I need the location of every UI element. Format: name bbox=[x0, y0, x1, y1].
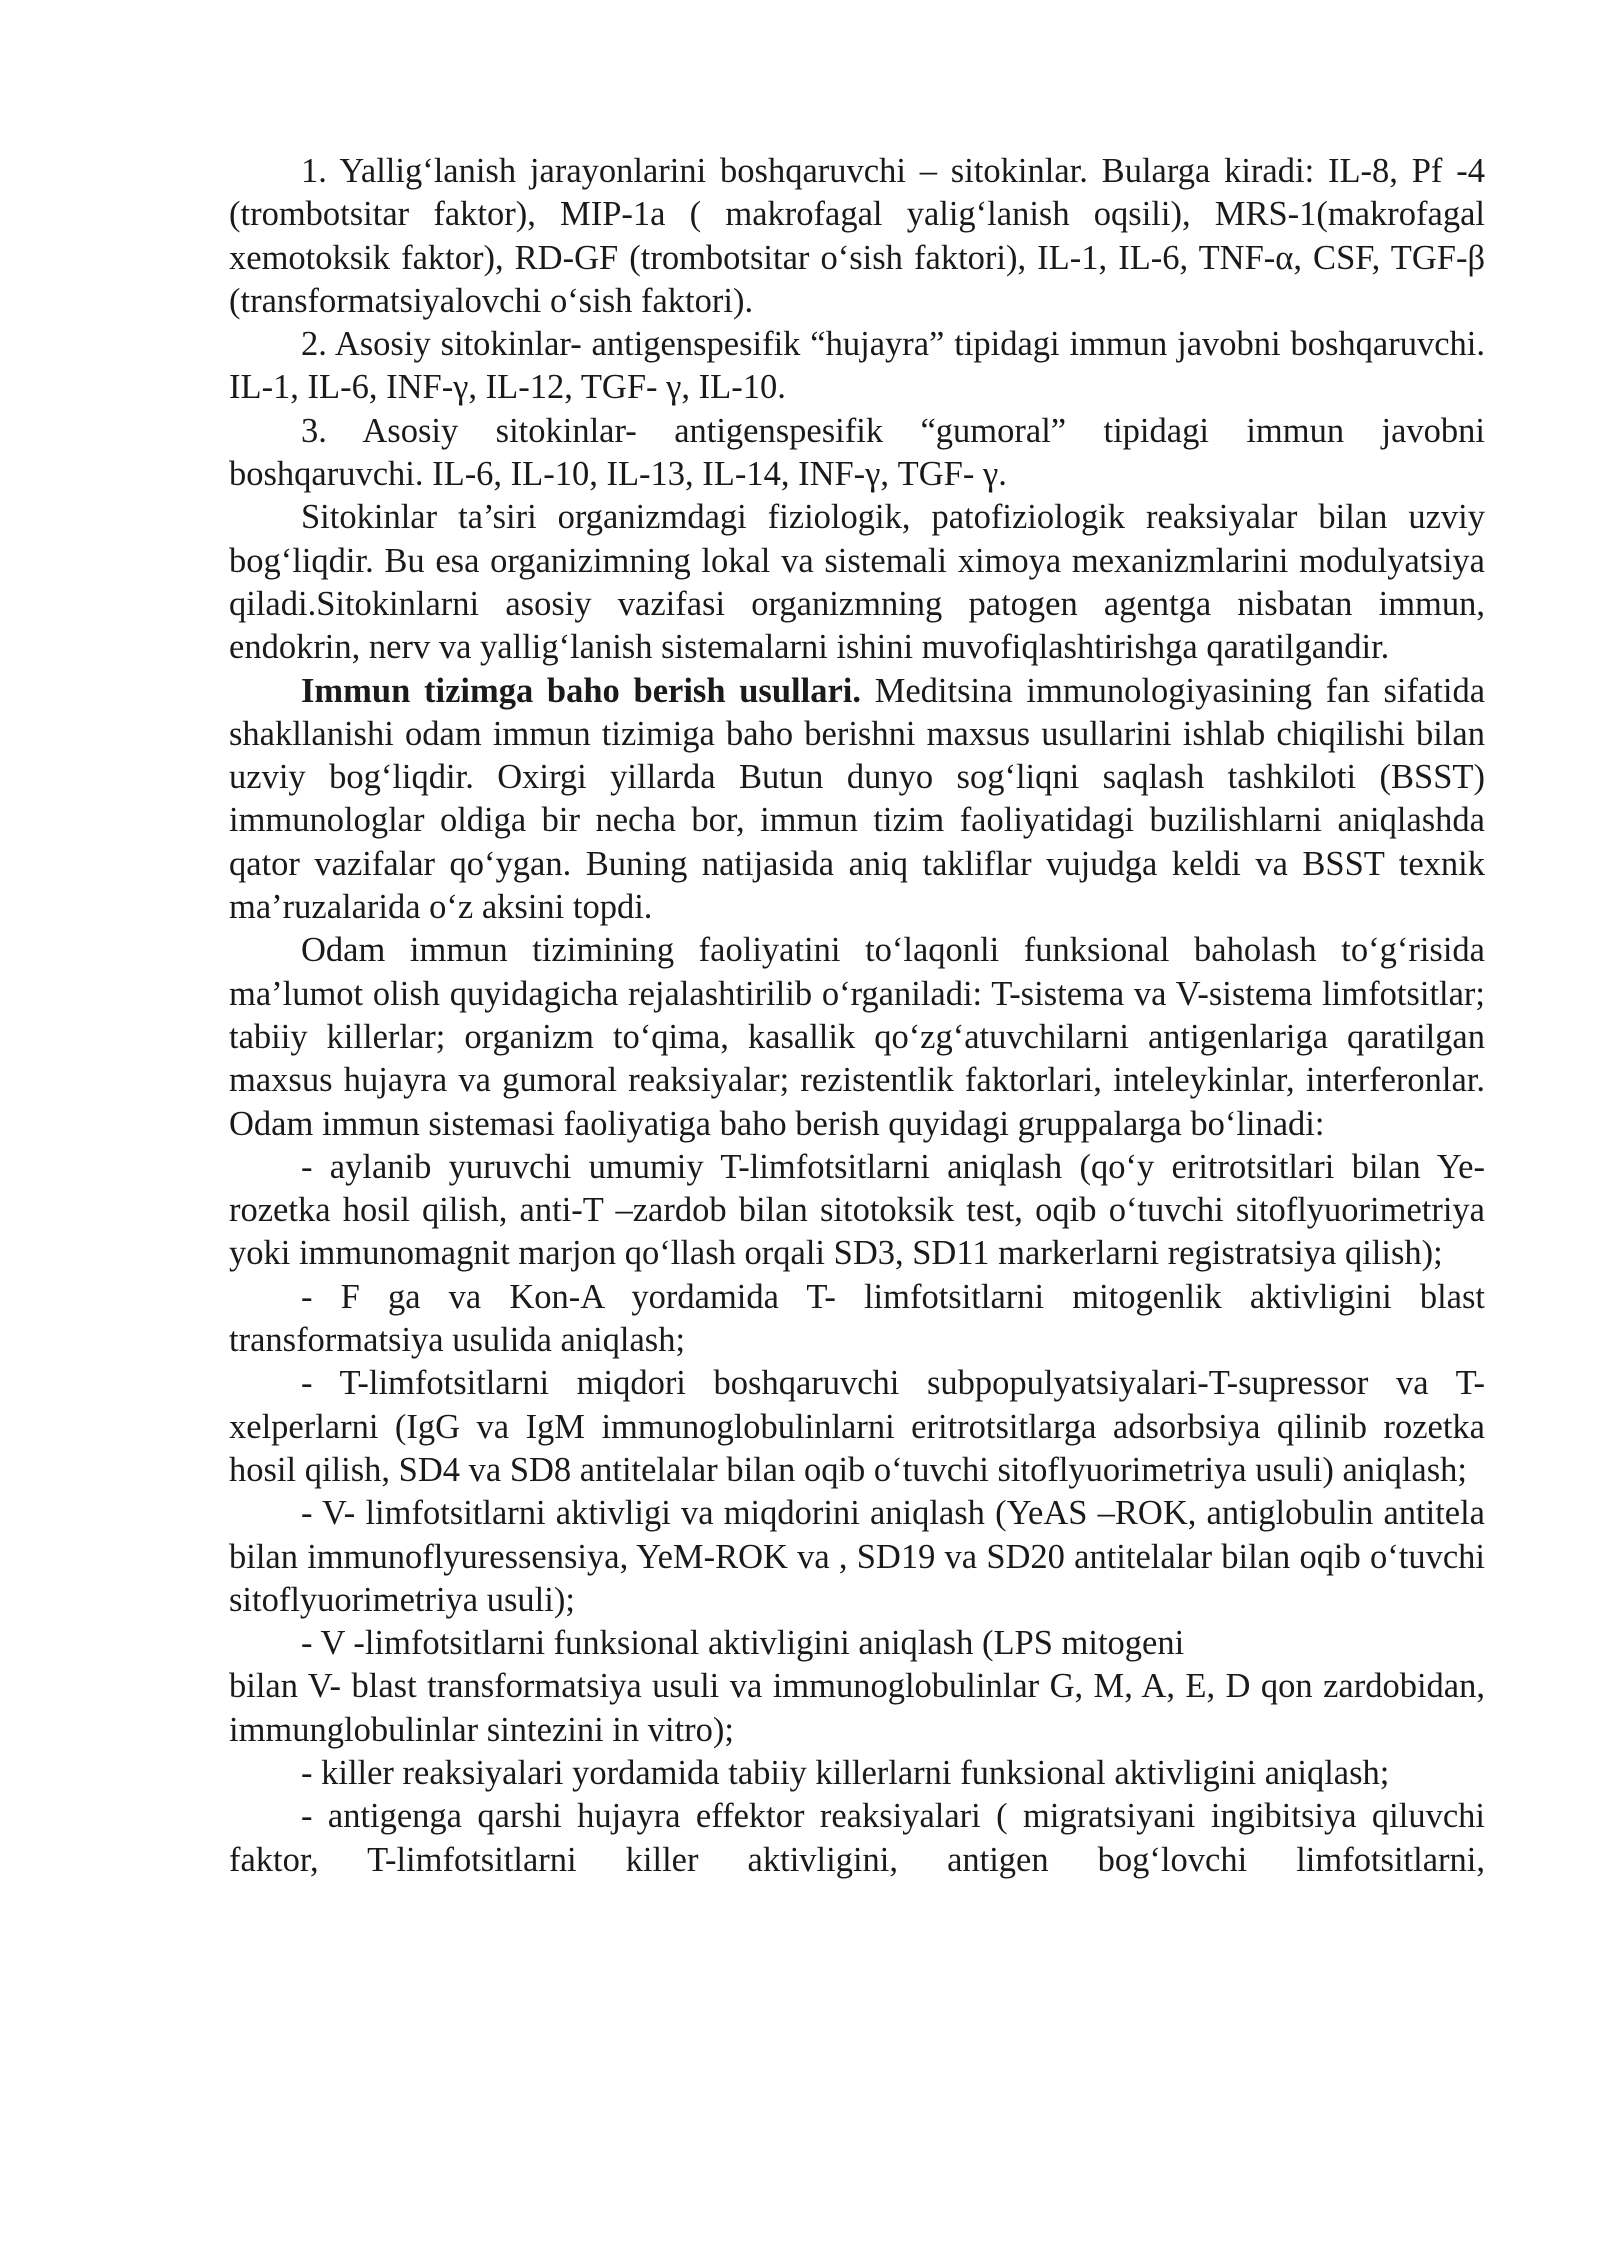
document-page bbox=[229, 150, 1485, 1882]
list-item: - V- limfotsitlarni aktivligi va miqdorini aniqlash (YeAS –ROK, antiglobulin antitela bilan immunoflyuressensiya, YeM-ROK va , SD19 va SD20 antitelalar bilan oqib o‘tuvchi sitoflyuorimetriya usuli); bbox=[229, 1494, 1485, 1619]
section-text: Meditsina immunologiyasining fan sifatida shakllanishi odam immun tizimiga baho berishni maxsus usullarini ishlab chiqilishi bilan uzviy bog‘liqdir. Oxirgi yillarda Butun dunyo sog‘liqni saqlash tashkiloti (BSST) immunologlar oldiga bir necha bor, immun tizim faoliyatidagi buzilishlarni aniqlashda qator vazifalar qo‘ygan. Buning natijasida aniq takliflar vujudga keldi va BSST texnik ma’ruzalarida o‘z aksini topdi. bbox=[229, 671, 1486, 927]
paragraph-assessment-groups: Odam immun tizimining faoliyatini to‘laqonli funksional baholash to‘g‘risida ma’lumot olish quyidagicha rejalashtirilib o‘rganiladi: T-sistema va V-sistema limfotsitlar; tabiiy killerlar; organizm to‘qima, kasallik qo‘zg‘atuvchilarni antigenlariga qaratilgan maxsus hujayra va gumoral reaksiyalar; rezistentlik faktorlari, inteleykinlar, interferonlar. Odam immun sistemasi faoliyatiga baho berish quyidagi gruppalarga bo‘linadi: bbox=[229, 931, 1485, 1143]
list-item: - V -limfotsitlarni funksional aktivligini aniqlash (LPS mitogeni bbox=[301, 1624, 1185, 1663]
list-item: - antigenga qarshi hujayra effektor reaksiyalari ( migratsiyani ingibitsiya qiluvchi faktor, T-limfotsitlarni killer aktivligini, antigen bog‘lovchi limfotsitlarni, bbox=[229, 1797, 1485, 1879]
list-item: - killer reaksiyalari yordamida tabiiy killerlarni funksional aktivligini aniqlash; bbox=[301, 1753, 1390, 1792]
list-item: - T-limfotsitlarni miqdori boshqaruvchi subpopulyatsiyalari-T-supressor va T-xelperlarni (IgG va IgM immunoglobulinlarni eritrotsitlarga adsorbsiya qilinib rozetka hosil qilish, SD4 va SD8 antitelalar bilan oqib o‘tuvchi sitoflyuorimetriya usuli) aniqlash; bbox=[229, 1364, 1485, 1489]
list-item: - aylanib yuruvchi umumiy T-limfotsitlarni aniqlash (qo‘y eritrotsitlari bilan Ye-rozetka hosil qilish, anti-T –zardob bilan sitotoksik test, oqib o‘tuvchi sitoflyuorimetriya yoki immunomagnit marjon qo‘llash orqali SD3, SD11 markerlarni registratsiya qilish); bbox=[229, 1147, 1485, 1273]
paragraph-immune-assessment bbox=[229, 670, 1485, 930]
paragraph-cytokines-cellular: 2. Asosiy sitokinlar- antigenspesifik “hujayra” tipidagi immun javobni boshqaruvchi. IL-1, IL-6, INF-γ, IL-12, TGF- γ, IL-10. bbox=[229, 325, 1485, 407]
list-item-continuation: bilan V- blast transformatsiya usuli va immunoglobulinlar G, M, A, E, D qon zardobidan, immunglobulinlar sintezini in vitro); bbox=[229, 1667, 1485, 1749]
list-item: - F ga va Kon-A yordamida T- limfotsitlarni mitogenlik aktivligini blast transformatsiya usulida aniqlash; bbox=[229, 1277, 1485, 1360]
paragraph-cytokines-humoral: 3. Asosiy sitokinlar- antigenspesifik “gumoral” tipidagi immun javobni boshqaruvchi. IL-6, IL-10, IL-13, IL-14, INF-γ, TGF- γ. bbox=[229, 411, 1485, 494]
paragraph-cytokines-inflammation: 1. Yallig‘lanish jarayonlarini boshqaruvchi – sitokinlar. Bularga kiradi: IL-8, Pf -4 (trombotsitar faktor), MIP-1a ( makrofagal yalig‘lanish oqsili), MRS-1(makrofagal xemotoksik faktor), RD-GF (trombotsitar o‘sish faktori), IL-1, IL-6, TNF-α, CSF, TGF-β (transformatsiyalovchi o‘sish faktori). bbox=[229, 152, 1485, 320]
paragraph-cytokine-effects: Sitokinlar ta’siri organizmdagi fiziologik, patofiziologik reaksiyalar bilan uzviy bog‘liqdir. Bu esa organizimning lokal va sistemali ximoya mexanizmlarini modulyatsiya qiladi.Sitokinlarni asosiy vazifasi organizmning patogen agentga nisbatan immun, endokrin, nerv va yallig‘lanish sistemalarni ishini muvofiqlashtirishga qaratilgandir. bbox=[229, 498, 1485, 667]
section-heading: Immun tizimga baho berish usullari. bbox=[301, 671, 861, 710]
